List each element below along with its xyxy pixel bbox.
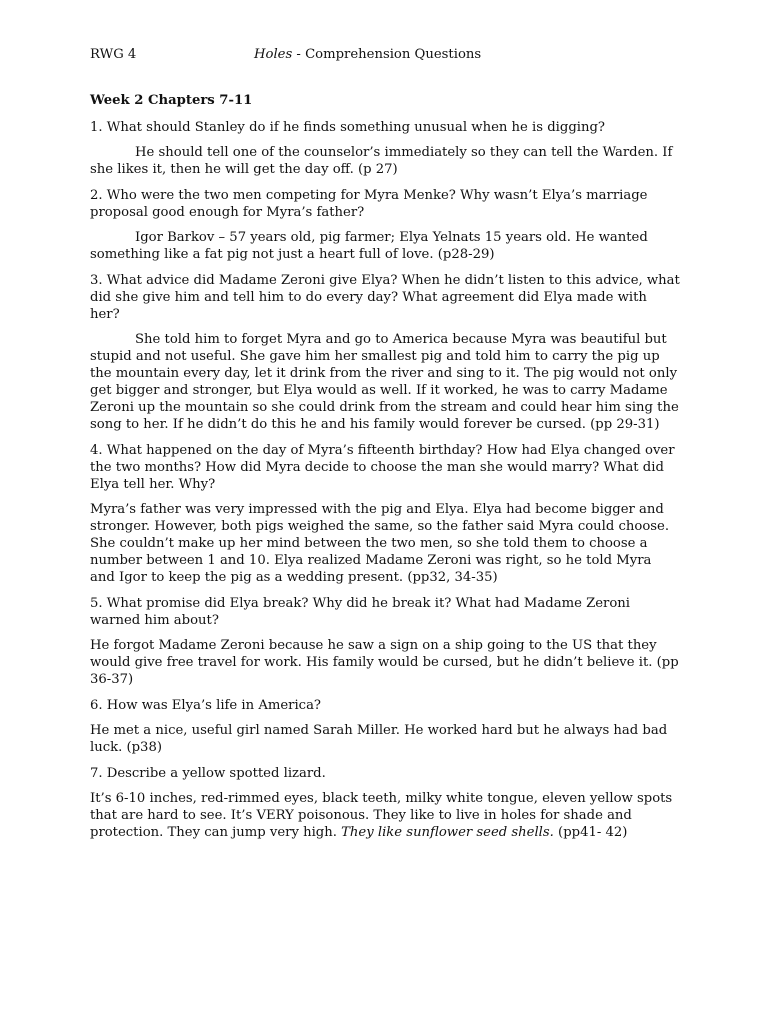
question-4: 4. What happened on the day of Myra’s fifteenth birthday? How had Elya changed over the two months? How did Myra decide to choose the man she would marry? What did Elya tell her. Why?: [90, 443, 675, 492]
question-3: 3. What advice did Madame Zeroni give Elya? When he didn’t listen to this advice, what did she give him and tell him to do every day? What agreement did Elya made with her?: [90, 273, 680, 322]
answer-4: Myra’s father was very impressed with the pig and Elya. Elya had become bigger and stronger. However, both pigs weighed the same, so the father said Myra could choose. She couldn’t make up her mind between the two men, so she told them to choose a number between 1 and 10. Elya realized Madame Zeroni was right, so he told Myra and Igor to keep the pig as a wedding present. (pp32, 34-35): [90, 502, 670, 585]
answer-7-italic: They like sunflower seed shells.: [341, 825, 554, 840]
document-title: [254, 46, 481, 63]
section-title: Week 2 Chapters 7-11: [90, 93, 253, 108]
answer-7: [90, 790, 680, 841]
question-5: 5. What promise did Elya break? Why did he break it? What had Madame Zeroni warned him about?: [90, 596, 630, 628]
answer-5: He forgot Madame Zeroni because he saw a sign on a ship going to the US that they would give free travel for work. His family would be cursed, but he didn’t believe it. (pp 36-37): [90, 638, 679, 687]
document-body: [90, 92, 680, 850]
course-code: RWG 4: [90, 47, 137, 62]
answer-6: He met a nice, useful girl named Sarah Miller. He worked hard but he always had bad luck. (p38): [90, 723, 668, 755]
title-suffix: - Comprehension Questions: [292, 47, 482, 62]
book-title: Holes: [254, 47, 293, 62]
answer-7-text: It’s 6-10 inches, red-rimmed eyes, black teeth, milky white tongue, eleven yellow spots that are hard to see. It’s VERY poisonous. They like to live in holes for shade and protection. They can jump very high.: [90, 791, 673, 840]
answer-1: He should tell one of the counselor’s immediately so they can tell the Warden. If she likes it, then he will get the day off. (p 27): [90, 145, 673, 177]
question-7: 7. Describe a yellow spotted lizard.: [90, 766, 326, 781]
answer-2: Igor Barkov – 57 years old, pig farmer; Elya Yelnats 15 years old. He wanted something like a fat pig not just a heart full of love. (p28-29): [90, 230, 648, 262]
question-1: 1. What should Stanley do if he finds something unusual when he is digging?: [90, 120, 605, 135]
answer-7-citation: (pp41- 42): [553, 825, 628, 840]
question-2: 2. Who were the two men competing for Myra Menke? Why wasn’t Elya’s marriage proposal good enough for Myra’s father?: [90, 188, 648, 220]
question-6: 6. How was Elya’s life in America?: [90, 698, 322, 713]
answer-3: She told him to forget Myra and go to America because Myra was beautiful but stupid and not useful. She gave him her smallest pig and told him to carry the pig up the mountain every day, let it drink from the river and sing to it. The pig would not only get bigger and stronger, but Elya would as well. If it worked, he was to carry Madame Zeroni up the mountain so she could drink from the stream and could hear him sing the song to her. If he didn’t do this he and his family would forever be cursed. (pp 29-31): [90, 332, 679, 432]
